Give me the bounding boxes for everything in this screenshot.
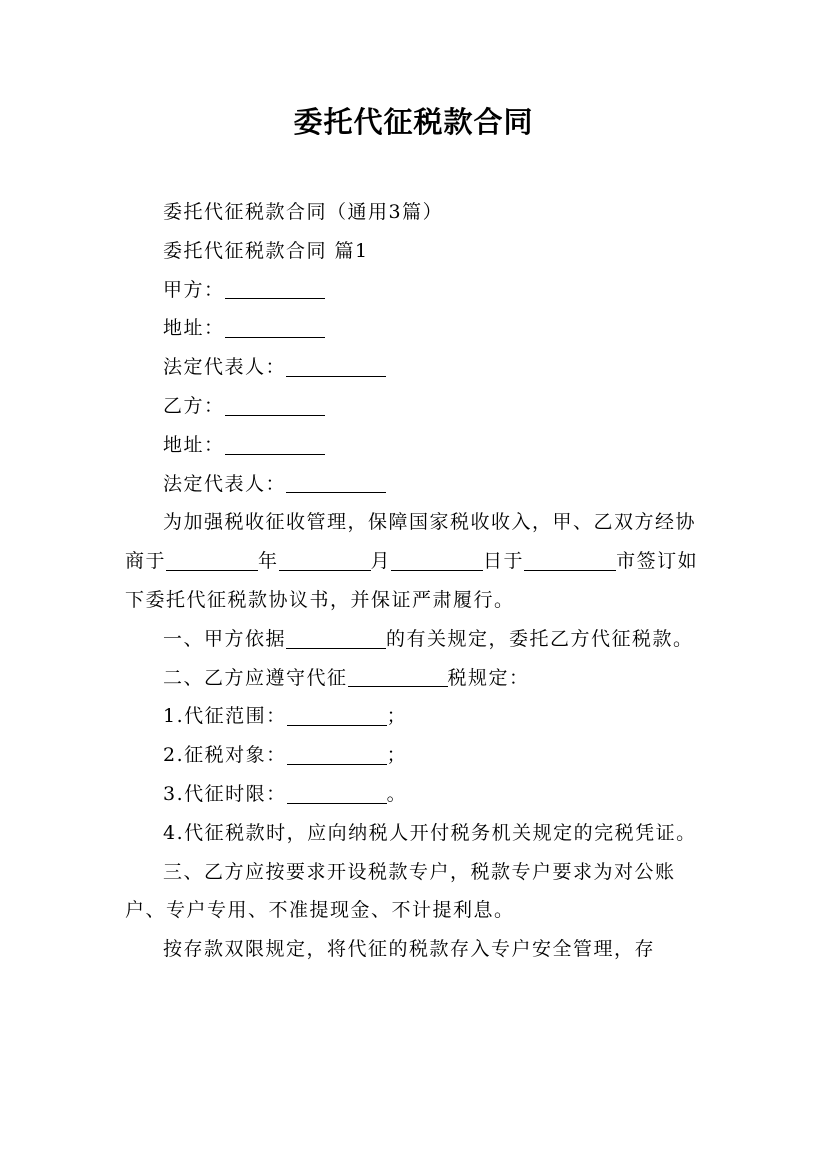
rep-a-label: 法定代表人： (163, 356, 287, 379)
address-b-label: 地址： (163, 433, 225, 456)
intro-paragraph (125, 503, 703, 619)
last-paragraph: 按存款双限规定，将代征的税款存入专户安全管理，存 (163, 938, 656, 961)
item-3-end: 。 (386, 782, 408, 805)
party-b-line (125, 387, 703, 426)
part-heading: 委托代征税款合同 篇1 (163, 239, 369, 262)
intro-text-2: 市签订如下委托代征税款协议书，并保证严肃履行。 (125, 550, 699, 611)
item-2-blank (287, 744, 387, 765)
item-3-label: 3.代征时限： (163, 782, 287, 805)
party-b-blank (225, 395, 325, 416)
rep-b-label: 法定代表人： (163, 472, 287, 495)
intro-text-1: 为加强税收征收管理，保障国家税收收入，甲、乙双方经协商于 (125, 511, 697, 573)
address-a-line (125, 309, 703, 348)
address-a-label: 地址： (163, 317, 225, 340)
item-1-label: 1.代征范围： (163, 705, 287, 728)
item-1-blank (287, 705, 387, 726)
article-2-blank (348, 666, 448, 687)
item-3-blank (287, 783, 387, 804)
year-blank (166, 550, 258, 571)
item-2-end: ； (386, 744, 408, 767)
rep-a-blank (286, 356, 386, 377)
month-label: 月 (370, 550, 392, 573)
day-label: 日于 (483, 550, 525, 573)
item-3 (125, 775, 703, 814)
subtitle-line: 委托代征税款合同（通用3篇） (163, 201, 444, 223)
article-2-text-b: 税规定： (447, 666, 530, 689)
article-1-text-a: 一、甲方依据 (163, 627, 287, 650)
address-b-line (125, 426, 703, 465)
city-blank (524, 550, 616, 571)
item-2-label: 2.征税对象： (163, 744, 287, 767)
month-blank (279, 550, 371, 571)
document-body (125, 193, 703, 969)
item-2 (125, 736, 703, 775)
article-3: 三、乙方应按要求开设税款专户，税款专户要求为对公账户、专户专用、不准提现金、不计提利息。 (125, 860, 676, 922)
article-1-text-b: 的有关规定，委托乙方代征税款。 (386, 627, 694, 650)
year-label: 年 (258, 550, 279, 573)
document-title: 委托代征税款合同 (293, 105, 534, 139)
day-blank (391, 550, 483, 571)
address-b-blank (225, 434, 325, 455)
item-1-end: ； (386, 705, 408, 728)
rep-a-line (125, 348, 703, 387)
rep-b-line (125, 465, 703, 504)
item-4: 4.代征税款时，应向纳税人开付税务机关规定的完税凭证。 (163, 821, 697, 844)
article-2-text-a: 二、乙方应遵守代征 (163, 666, 348, 689)
article-2 (125, 659, 703, 698)
party-a-label: 甲方： (163, 278, 225, 301)
item-1 (125, 697, 703, 736)
article-1-blank (286, 628, 386, 649)
party-a-blank (225, 278, 325, 299)
address-a-blank (225, 317, 325, 338)
party-a-line (125, 271, 703, 310)
article-1 (125, 620, 703, 659)
party-b-label: 乙方： (163, 394, 225, 417)
rep-b-blank (286, 472, 386, 493)
